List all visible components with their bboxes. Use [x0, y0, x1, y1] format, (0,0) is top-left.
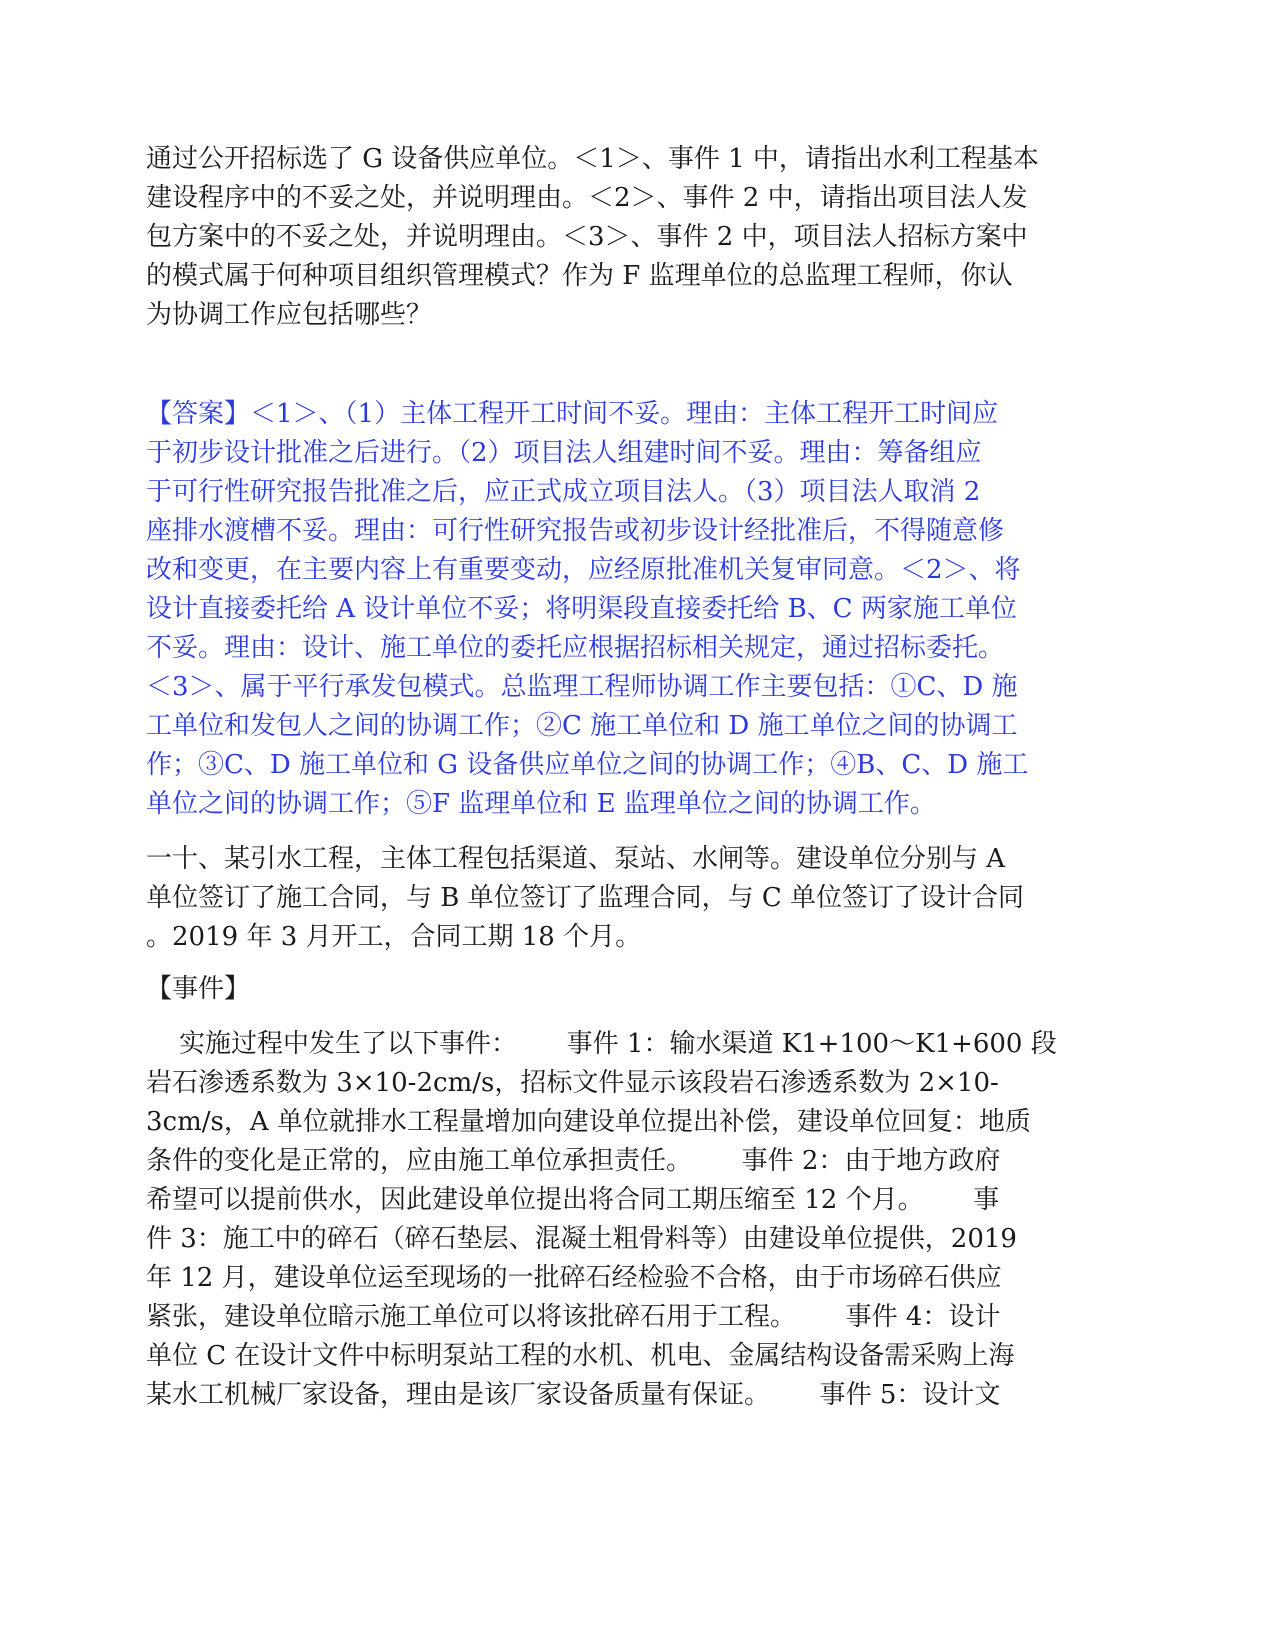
text-line: 【答案】＜1＞、（1）主体工程开工时间不妥。理由：主体工程开工时间应	[146, 399, 999, 429]
text-line: 的模式属于何种项目组织管理模式？作为 F 监理单位的总监理工程师，你认	[146, 261, 1013, 291]
text-line: 包方案中的不妥之处，并说明理由。＜3＞、事件 2 中，项目法人招标方案中	[146, 222, 1028, 252]
text-line: 于初步设计批准之后进行。（2）项目法人组建时间不妥。理由：筹备组应	[146, 438, 982, 468]
text-line: 设计直接委托给 A 设计单位不妥；将明渠段直接委托给 B、C 两家施工单位	[146, 594, 1017, 624]
text-line: 座排水渡槽不妥。理由：可行性研究报告或初步设计经批准后，不得随意修	[146, 516, 1005, 546]
text-line: 年 12 月，建设单位运至现场的一批碎石经检验不合格，由于市场碎石供应	[146, 1263, 1002, 1293]
text-line: 通过公开招标选了 G 设备供应单位。＜1＞、事件 1 中，请指出水利工程基本	[146, 144, 1039, 174]
text-line: 工单位和发包人之间的协调工作；②C 施工单位和 D 施工单位之间的协调工	[146, 711, 1018, 741]
text-line: 作；③C、D 施工单位和 G 设备供应单位之间的协调工作；④B、C、D 施工	[146, 750, 1029, 780]
text-line: 实施过程中发生了以下事件： 事件 1：输水渠道 K1+100～K1+600 段	[146, 1029, 1057, 1059]
events-paragraph	[146, 1025, 1080, 1415]
text-line: 不妥。理由：设计、施工单位的委托应根据招标相关规定，通过招标委托。	[146, 633, 1005, 663]
answer-paragraph	[146, 395, 1080, 824]
text-line: 。2019 年 3 月开工，合同工期 18 个月。	[146, 922, 642, 952]
text-line: 建设程序中的不妥之处，并说明理由。＜2＞、事件 2 中，请指出项目法人发	[146, 183, 1028, 213]
heading-text: 【事件】	[146, 974, 251, 1004]
text-line: 单位之间的协调工作；⑤F 监理单位和 E 监理单位之间的协调工作。	[146, 789, 936, 819]
case-intro-paragraph	[146, 840, 1080, 957]
text-line: 为协调工作应包括哪些？	[146, 300, 433, 330]
text-line: 于可行性研究报告批准之后，应正式成立项目法人。（3）项目法人取消 2	[146, 477, 981, 507]
text-line: 条件的变化是正常的，应由施工单位承担责任。 事件 2：由于地方政府	[146, 1146, 1001, 1176]
text-line: 岩石渗透系数为 3×10-2cm/s，招标文件显示该段岩石渗透系数为 2×10-	[146, 1068, 999, 1098]
question-paragraph	[146, 140, 1080, 335]
text-line: 件 3：施工中的碎石（碎石垫层、混凝土粗骨料等）由建设单位提供，2019	[146, 1224, 1017, 1254]
text-line: 紧张，建设单位暗示施工单位可以将该批碎石用于工程。 事件 4：设计	[146, 1302, 1001, 1332]
text-line: 3cm/s，A 单位就排水工程量增加向建设单位提出补偿，建设单位回复：地质	[146, 1107, 1031, 1137]
section-heading	[146, 970, 1080, 1009]
text-line: 单位签订了施工合同，与 B 单位签订了监理合同，与 C 单位签订了设计合同	[146, 883, 1025, 913]
text-line: 改和变更，在主要内容上有重要变动，应经原批准机关复审同意。＜2＞、将	[146, 555, 1021, 585]
text-line: ＜3＞、属于平行承发包模式。总监理工程师协调工作主要包括：①C、D 施	[146, 672, 1018, 702]
text-line: 希望可以提前供水，因此建设单位提出将合同工期压缩至 12 个月。 事	[146, 1185, 1000, 1215]
text-line: 单位 C 在设计文件中标明泵站工程的水机、机电、金属结构设备需采购上海	[146, 1341, 1015, 1371]
text-line: 某水工机械厂家设备，理由是该厂家设备质量有保证。 事件 5：设计文	[146, 1380, 1001, 1410]
text-line: 一十、某引水工程，主体工程包括渠道、泵站、水闸等。建设单位分别与 A	[146, 844, 1006, 874]
